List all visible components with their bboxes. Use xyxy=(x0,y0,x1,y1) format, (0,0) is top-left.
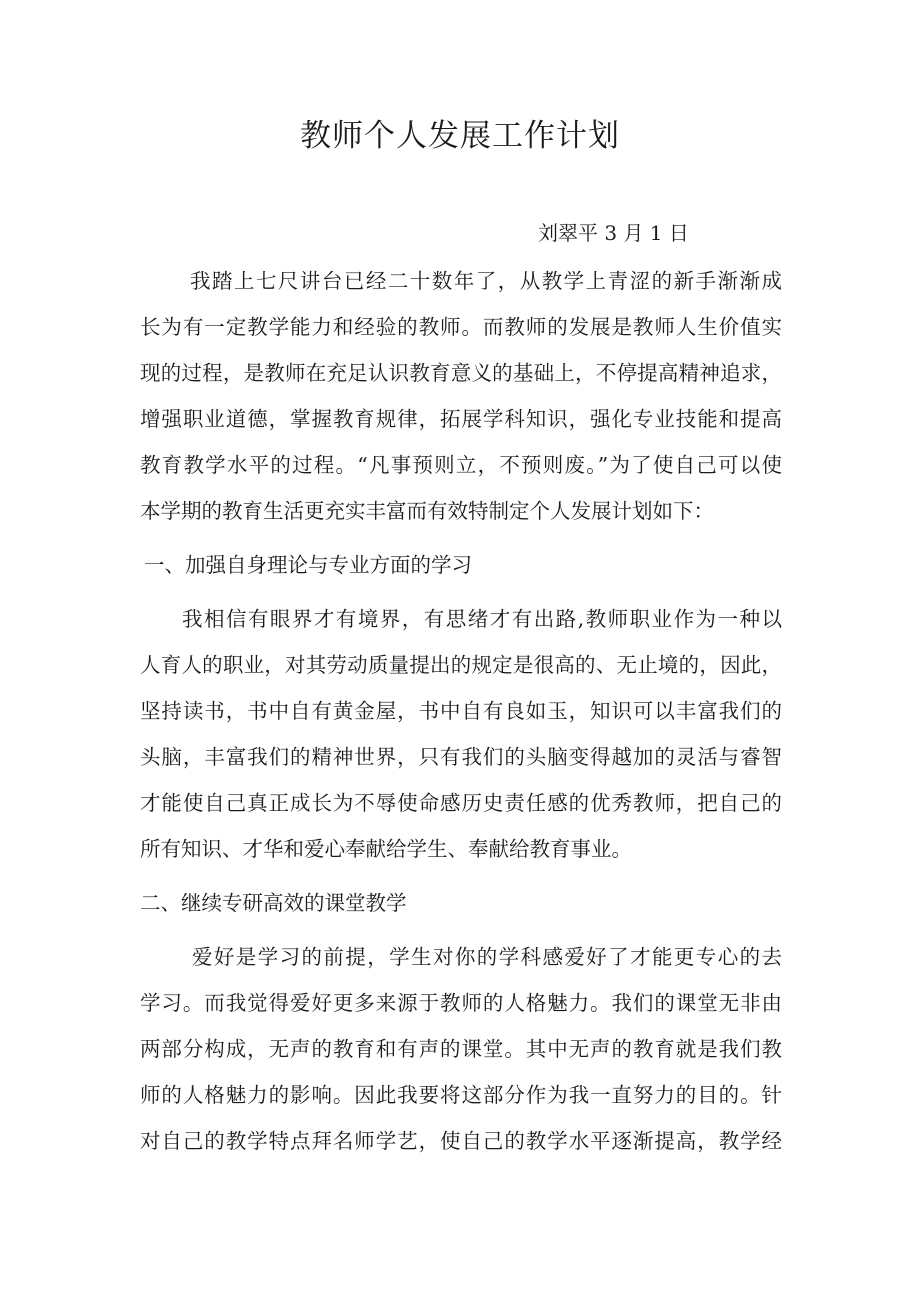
paragraph-line: 头脑，丰富我们的精神世界，只有我们的头脑变得越加的灵活与睿智 xyxy=(140,745,782,769)
paragraph-line: 对自己的教学特点拜名师学艺，使自己的教学水平逐渐提高，教学经 xyxy=(140,1129,782,1153)
paragraph-line: 才能使自己真正成长为不辱使命感历史责任感的优秀教师，把自己的 xyxy=(140,791,782,815)
author-date-byline: 刘翠平 3 月 1 日 xyxy=(538,221,689,245)
paragraph-line: 我相信有眼界才有境界，有思绪才有出路,教师职业作为一种以 xyxy=(182,607,782,631)
paragraph-line: 爱好是学习的前提，学生对你的学科感爱好了才能更专心的去 xyxy=(192,945,782,969)
paragraph-line: 所有知识、才华和爱心奉献给学生、奉献给教育事业。 xyxy=(140,837,632,861)
document-title: 教师个人发展工作计划 xyxy=(300,118,620,154)
section-heading: 一、加强自身理论与专业方面的学习 xyxy=(144,553,472,577)
paragraph-line: 学习。而我觉得爱好更多来源于教师的人格魅力。我们的课堂无非由 xyxy=(140,991,782,1015)
paragraph-line: 我踏上七尺讲台已经二十数年了，从教学上青涩的新手渐渐成 xyxy=(190,269,782,293)
paragraph-line: 现的过程，是教师在充足认识教育意义的基础上，不停提高精神追求， xyxy=(140,361,782,385)
paragraph-line: 人育人的职业，对其劳动质量提出的规定是很高的、无止境的，因此， xyxy=(140,653,782,677)
paragraph-line: 师的人格魅力的影响。因此我要将这部分作为我一直努力的目的。针 xyxy=(140,1083,782,1107)
paragraph-line: 增强职业道德，掌握教育规律，拓展学科知识，强化专业技能和提高 xyxy=(140,407,782,431)
section-heading: 二、继续专研高效的课堂教学 xyxy=(140,891,407,915)
paragraph-line: 两部分构成，无声的教育和有声的课堂。其中无声的教育就是我们教 xyxy=(140,1037,782,1061)
paragraph-line: 教育教学水平的过程。“凡事预则立，不预则废。”为了使自己可以使 xyxy=(140,453,782,477)
paragraph-line: 坚持读书，书中自有黄金屋，书中自有良如玉，知识可以丰富我们的 xyxy=(140,699,782,723)
paragraph-line: 本学期的教育生活更充实丰富而有效特制定个人发展计划如下： xyxy=(140,499,714,523)
paragraph-line: 长为有一定教学能力和经验的教师。而教师的发展是教师人生价值实 xyxy=(140,315,782,339)
